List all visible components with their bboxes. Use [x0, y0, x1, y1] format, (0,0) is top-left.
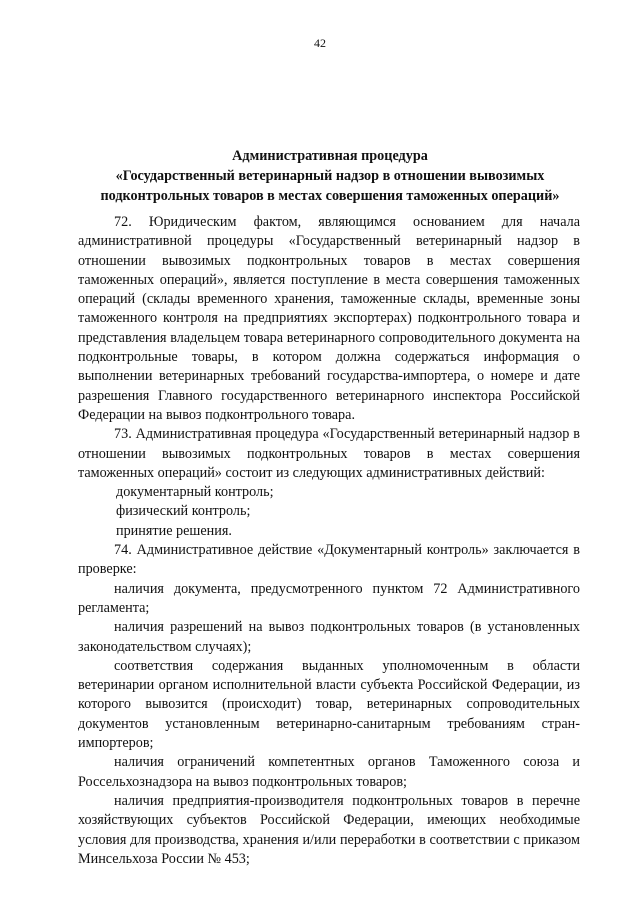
- check-item: наличия документа, предусмотренного пунктом 72 Административного регламента;: [78, 580, 580, 616]
- check-item: соответствия содержания выданных уполномоченным в области ветеринарии органом исполнительной власти субъекта Российской Федерации, из которого вывозится (происходит) товар, ветеринарных сопроводительных документов установленным ветеринарно-санитарным требованиям стран-импортеров;: [78, 657, 580, 752]
- check-item: наличия разрешений на вывоз подконтрольных товаров (в установленных законодательством случаях);: [78, 619, 580, 655]
- list-item: принятие решения.: [116, 522, 232, 539]
- document-body: [78, 213, 580, 869]
- title-line-2: «Государственный ветеринарный надзор в отношении вывозимых подконтрольных товаров в местах совершения таможенных операций»: [100, 168, 560, 204]
- paragraph-73: 73. Административная процедура «Государственный ветеринарный надзор в отношении вывозимых подконтрольных товаров в местах совершения таможенных операций» состоит из следующих административных действий:: [78, 426, 580, 481]
- check-item: наличия ограничений компетентных органов Таможенного союза и Россельхознадзора на вывоз подконтрольных товаров;: [78, 754, 580, 790]
- check-item: наличия предприятия-производителя подконтрольных товаров в перечне хозяйствующих субъектов Российской Федерации, имеющих необходимые условия для производства, хранения и/или переработки в соответствии с приказом Минсельхоза России № 453;: [78, 792, 580, 867]
- paragraph-72: 72. Юридическим фактом, являющимся основанием для начала административной процедуры «Государственный ветеринарный надзор в отношении вывозимых подконтрольных товаров в местах совершения таможенных операций», является поступление в места совершения таможенных операций (склады временного хранения, таможенные склады, временные зоны таможенного контроля на предприятиях экспортерах) подконтрольного товара и представления владельцем товара ветеринарного сопроводительного документа на подконтрольные товары, в котором должна содержаться информация о выполнении ветеринарных требований государства-импортера, о номере и дате разрешения Главного государственного ветеринарного инспектора Российской Федерации на вывоз подконтрольного товара.: [78, 214, 580, 423]
- list-item: физический контроль;: [116, 503, 251, 520]
- title-line-1: Административная процедура: [232, 148, 428, 164]
- list-item: документарный контроль;: [116, 484, 274, 501]
- section-title: [80, 146, 580, 206]
- page-number: 42: [314, 36, 326, 50]
- paragraph-74: 74. Административное действие «Документарный контроль» заключается в проверке:: [78, 542, 580, 578]
